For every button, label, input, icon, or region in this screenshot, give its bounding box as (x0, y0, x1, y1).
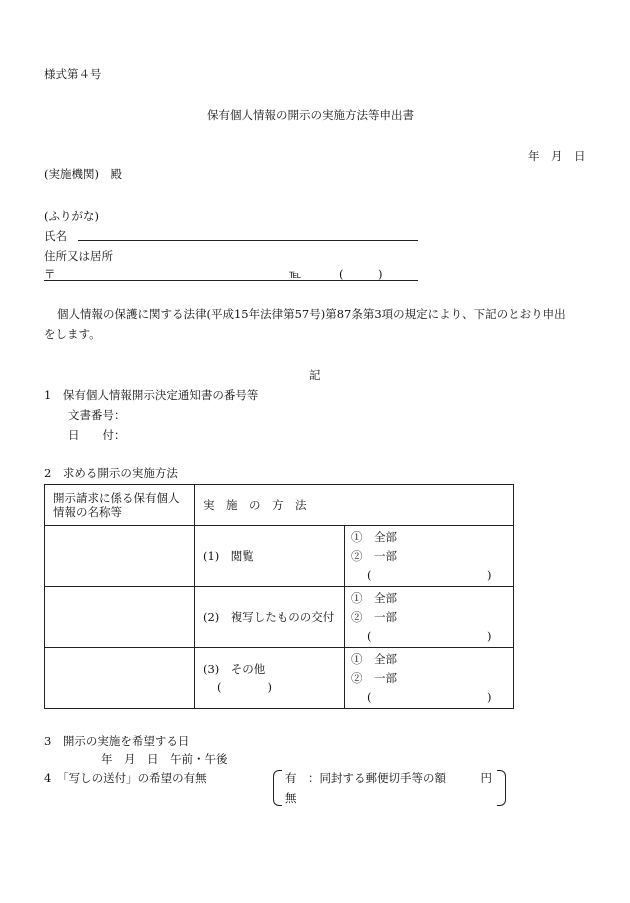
paren-open: ( (367, 567, 372, 582)
method-cell-3 (195, 648, 345, 709)
option-all[interactable]: ① 全部 (351, 651, 397, 666)
section4-yes[interactable]: 有 ：同封する郵便切手等の額 円 (285, 771, 492, 785)
section4-no[interactable]: 無 (285, 791, 297, 805)
option-part[interactable]: ② 一部 (351, 670, 397, 685)
name-field-line[interactable] (78, 240, 418, 241)
tel-mark: ℡ (289, 267, 302, 281)
option-cell-2 (345, 587, 514, 648)
section3-date-line[interactable]: 年 月 日 午前・午後 (101, 752, 228, 766)
option-all[interactable]: ① 全部 (351, 529, 397, 544)
paren-close: ) (487, 689, 492, 704)
notice-date-label: 日 付： (68, 428, 126, 442)
option-cell-3 (345, 648, 514, 709)
option-part[interactable]: ② 一部 (351, 609, 397, 624)
postal-mark: 〒 (44, 267, 56, 281)
ki-heading: 記 (309, 368, 321, 382)
info-name-cell-3[interactable] (45, 648, 195, 709)
col1-header (45, 485, 195, 526)
option-cell-1 (345, 526, 514, 587)
option-paren[interactable] (351, 566, 513, 585)
method-label: (3) その他 (203, 662, 266, 676)
table-row (45, 526, 514, 587)
paren-open: ( (367, 689, 372, 704)
paren-open: ( (367, 628, 372, 643)
col1-header-line2: 情報の名称等 (53, 505, 122, 519)
option-all[interactable]: ① 全部 (351, 590, 397, 605)
furigana-label: (ふりがな) (44, 209, 99, 223)
info-name-cell-2[interactable] (45, 587, 195, 648)
right-bracket (497, 770, 506, 806)
method-label: (2) 複写したものの交付 (203, 610, 335, 624)
address-field-line[interactable] (44, 280, 418, 281)
left-bracket (273, 770, 282, 806)
section4-heading: 4 「写しの送付」の希望の有無 (44, 771, 207, 785)
method-label: (1) 閲覧 (203, 549, 254, 563)
page-title: 保有個人情報の開示の実施方法等申出書 (207, 108, 414, 122)
method-cell-1 (195, 526, 345, 587)
section1-heading: 1 保有個人情報開示決定通知書の番号等 (44, 388, 259, 402)
address-label: 住所又は居所 (44, 249, 113, 263)
option-part[interactable]: ② 一部 (351, 548, 397, 563)
paren-close: ) (487, 567, 492, 582)
form-number: 様式第４号 (44, 67, 102, 81)
doc-number-label: 文書番号： (68, 408, 126, 422)
methods-table-header (45, 485, 514, 526)
section3-heading: 3 開示の実施を希望する日 (44, 734, 190, 748)
body-text-line2: をします。 (44, 327, 101, 341)
paren-close: ) (487, 628, 492, 643)
table-row (45, 648, 514, 709)
option-paren[interactable] (351, 688, 513, 707)
addressee: (実施機関) 殿 (44, 167, 122, 181)
methods-table (44, 484, 514, 709)
tel-paren: ( ) (339, 267, 383, 281)
section2-heading: 2 求める開示の実施方法 (44, 466, 178, 480)
body-text-line1: 個人情報の保護に関する法律(平成15年法律第57号)第87条第3項の規定により、下記のとおり申出 (57, 307, 566, 321)
method-cell-2 (195, 587, 345, 648)
col1-header-line1: 開示請求に係る保有個人 (53, 491, 180, 505)
date-line: 年 月 日 (528, 149, 586, 163)
col2-header: 実 施 の 方 法 (195, 485, 514, 526)
info-name-cell-1[interactable] (45, 526, 195, 587)
option-paren[interactable] (351, 627, 513, 646)
method-other-paren[interactable]: ( ) (217, 680, 272, 694)
table-row (45, 587, 514, 648)
name-label: 氏名 (44, 229, 67, 243)
